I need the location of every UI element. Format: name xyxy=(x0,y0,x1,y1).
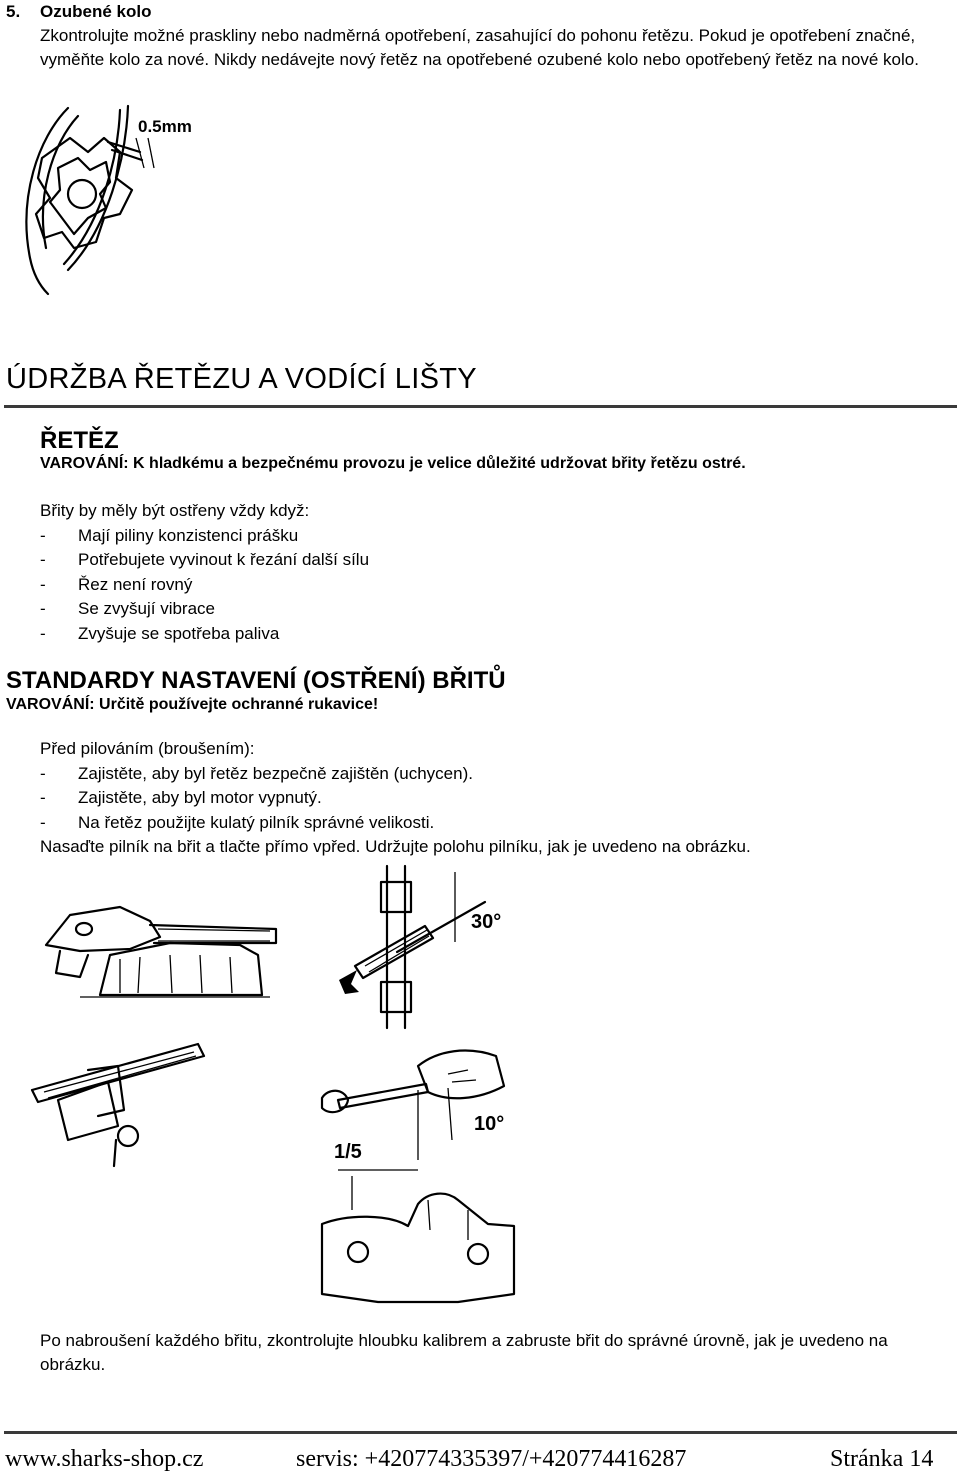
list-intro: Před pilováním (broušením): xyxy=(40,739,255,758)
list-item: - Na řetěz použijte kulatý pilník správné velikosti. xyxy=(40,812,435,832)
before-filing-list xyxy=(40,737,751,860)
standards-warning: VAROVÁNÍ: Určitě používejte ochranné rukavice! xyxy=(6,696,379,713)
file-angle-30-illustration xyxy=(335,862,535,1032)
ratio-1-5-label: 1/5 xyxy=(334,1141,362,1163)
footer-website-link[interactable]: www.sharks-shop.cz xyxy=(5,1446,204,1472)
chain-warning: VAROVÁNÍ: K hladkému a bezpečnému provozu je velice důležité udržovat břity řetězu ostré. xyxy=(40,455,746,472)
chain-heading: ŘETĚZ xyxy=(40,427,119,454)
cutter-tooth-illustration xyxy=(318,1170,518,1310)
footer-divider xyxy=(4,1431,957,1434)
sprocket-paragraph: Zkontrolujte možné praskliny nebo nadměrná opotřebení, zasahující do pohonu řetězu. Pokud je opotřebení značné, vyměňte kolo za nové. Nikdy nedávejte nový řetěz na opotřebené ozubené kolo nebo opotřebený řetěz na nové kolo. xyxy=(40,26,919,69)
list-item: - Zvyšuje se spotřeba paliva xyxy=(40,623,280,643)
angle-30-label: 30° xyxy=(471,911,502,933)
chainsaw-stump-illustration xyxy=(40,885,280,1005)
figure-label-0-5mm: 0.5mm xyxy=(138,117,192,136)
list-intro: Břity by měly být ostřeny vždy když: xyxy=(40,501,310,520)
section-title: Ozubené kolo xyxy=(40,2,152,21)
list-item: - Mají piliny konzistenci prášku xyxy=(40,525,299,545)
list-item: - Potřebujete vyvinout k řezání další sílu xyxy=(40,550,370,570)
sprocket-illustration xyxy=(8,98,208,298)
standards-heading: STANDARDY NASTAVENÍ (OSTŘENÍ) BŘITŮ xyxy=(6,667,506,694)
heading-divider xyxy=(4,405,957,408)
list-item: - Zajistěte, aby byl řetěz bezpečně zajištěn (uchycen). xyxy=(40,763,473,783)
page-footer xyxy=(0,1446,960,1477)
section-5-heading xyxy=(6,2,151,22)
file-angle-10-illustration xyxy=(318,1030,518,1180)
vise-chain-illustration xyxy=(28,1030,208,1170)
footer-service-phone: servis: +420774335397/+420774416287 xyxy=(296,1446,687,1472)
list-item: - Řez není rovný xyxy=(40,574,193,594)
list-item: - Se zvyšují vibrace xyxy=(40,599,215,619)
sharpen-conditions-list xyxy=(40,499,369,647)
instruction-text: Nasaďte pilník na břit a tlačte přímo vpřed. Udržujte polohu pilníku, jak je uvedeno na obrázku. xyxy=(40,837,751,857)
angle-10-label: 10° xyxy=(474,1113,505,1135)
section-number: 5. xyxy=(6,2,21,21)
page-title: ÚDRŽBA ŘETĚZU A VODÍCÍ LIŠTY xyxy=(6,363,477,395)
list-item: - Zajistěte, aby byl motor vypnutý. xyxy=(40,788,322,808)
after-sharpening-paragraph: Po nabroušení každého břitu, zkontrolujte hloubku kalibrem a zabruste břit do správné úrovně, jak je uvedeno na obrázku. xyxy=(40,1331,888,1374)
footer-page-number: Stránka 14 xyxy=(830,1446,934,1472)
